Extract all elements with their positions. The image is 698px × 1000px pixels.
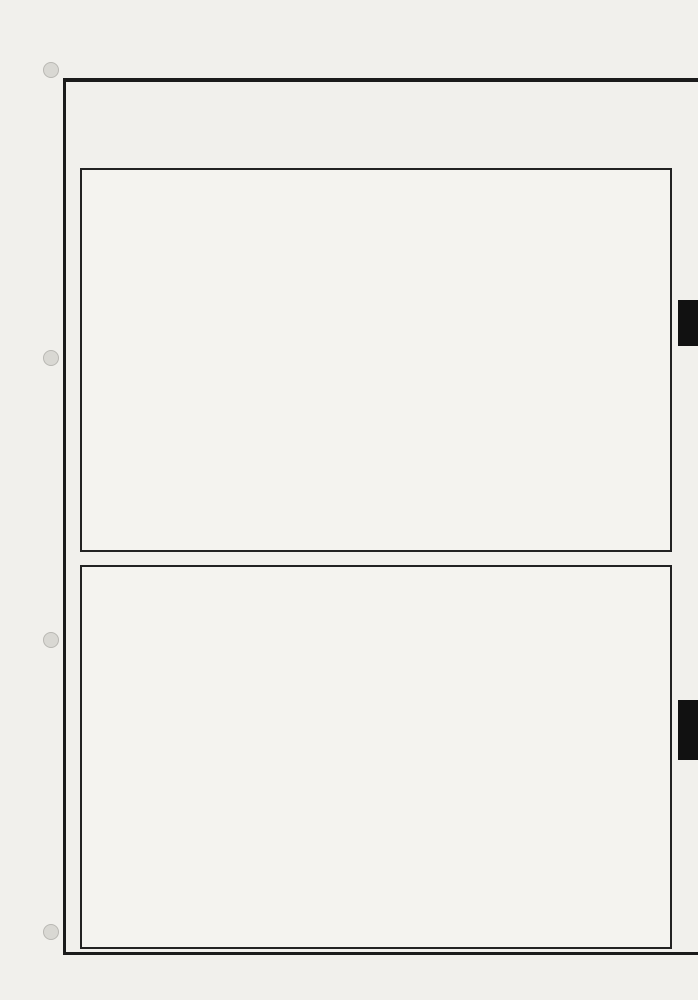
margin-dark-tab	[678, 300, 698, 346]
binding-hole	[43, 632, 59, 648]
binding-hole	[43, 924, 59, 940]
bottom-page	[80, 565, 672, 949]
binding-hole	[43, 62, 59, 78]
binding-hole	[43, 350, 59, 366]
top-page	[80, 168, 672, 552]
page-mark	[382, 897, 406, 947]
margin-dark-tab	[678, 700, 698, 760]
page-mark	[382, 500, 406, 550]
